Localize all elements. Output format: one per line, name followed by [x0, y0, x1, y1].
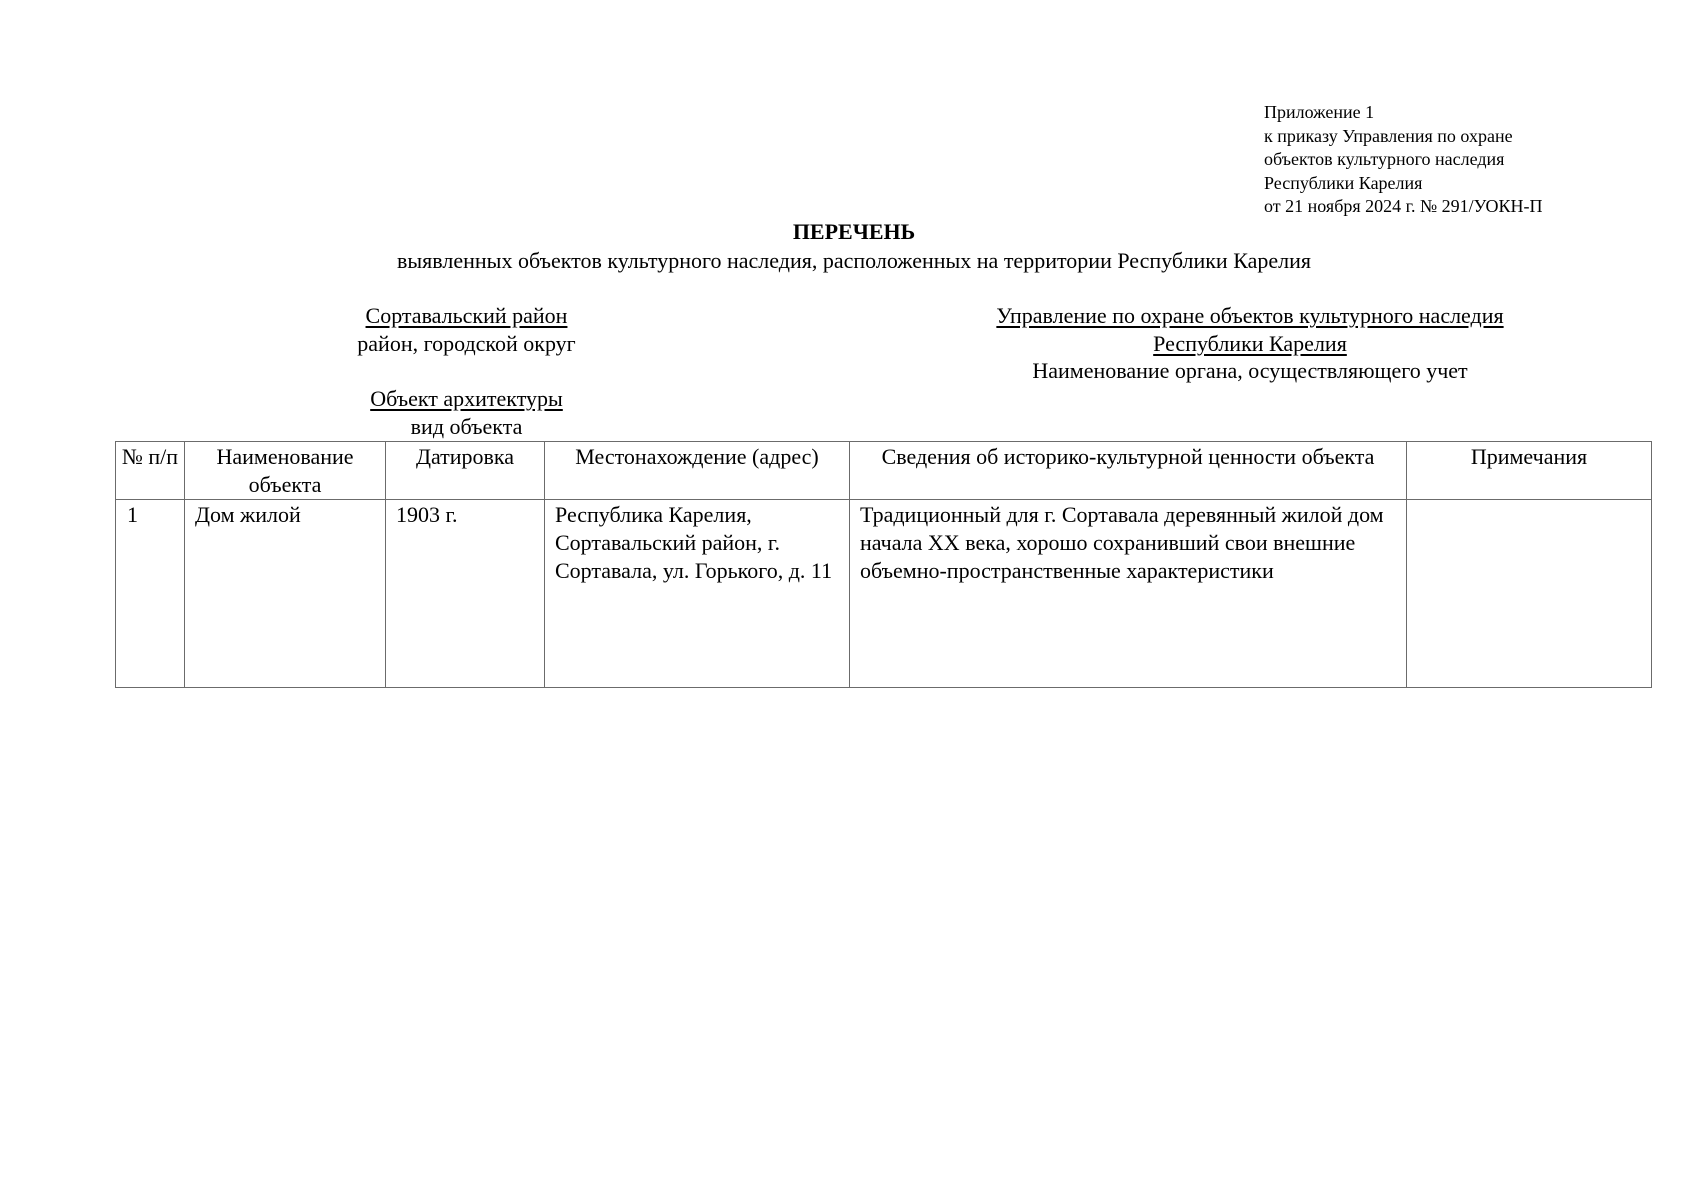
cell-notes: [1407, 500, 1652, 688]
table-header-row: [116, 442, 1652, 500]
header-notes: Примечания: [1407, 442, 1652, 500]
table-row: [116, 500, 1652, 688]
header-heritage-value: Сведения об историко-культурной ценности объекта: [850, 442, 1407, 500]
annex-line: Республики Карелия: [1264, 172, 1423, 193]
document-title: ПЕРЕЧЕНЬ: [792, 219, 916, 244]
authority-value-line1: Управление по охране объектов культурного наследия: [996, 303, 1504, 328]
header-object-name: Наименование объекта: [185, 442, 386, 500]
header-location: Местонахождение (адрес): [545, 442, 850, 500]
heritage-register-table: [115, 441, 1652, 688]
annex-line: к приказу Управления по охране: [1264, 125, 1513, 146]
cell-object-name: Дом жилой: [185, 500, 386, 688]
object-type-block: [300, 385, 633, 440]
object-type-value: Объект архитектуры: [370, 386, 563, 411]
authority-block: [900, 302, 1600, 385]
district-caption: район, городской округ: [357, 330, 576, 356]
header-dating: Датировка: [386, 442, 545, 500]
district-block: [300, 302, 633, 357]
object-type-caption: вид объекта: [410, 413, 523, 439]
header-number: № п/п: [116, 442, 185, 500]
authority-caption: Наименование органа, осуществляющего учет: [1032, 358, 1468, 383]
cell-dating: 1903 г.: [386, 500, 545, 688]
annex-reference: [1264, 101, 1543, 219]
cell-location: Республика Карелия, Сортавальский район, г. Сортавала, ул. Горького, д. 11: [545, 500, 850, 688]
annex-line: Приложение 1: [1264, 102, 1375, 122]
document-subtitle: выявленных объектов культурного наследия, расположенных на территории Республики Карелия: [396, 248, 1311, 273]
authority-value-line2: Республики Карелия: [1153, 330, 1347, 356]
cell-heritage-value: Традиционный для г. Сортавала деревянный жилой дом начала XX века, хорошо сохранивший свои внешние объемно-пространственные характеристики: [850, 500, 1407, 688]
district-value: Сортавальский район: [365, 303, 568, 328]
annex-line: от 21 ноября 2024 г. № 291/УОКН-П: [1264, 196, 1543, 217]
annex-line: объектов культурного наследия: [1264, 149, 1505, 170]
cell-number: 1: [116, 500, 185, 688]
